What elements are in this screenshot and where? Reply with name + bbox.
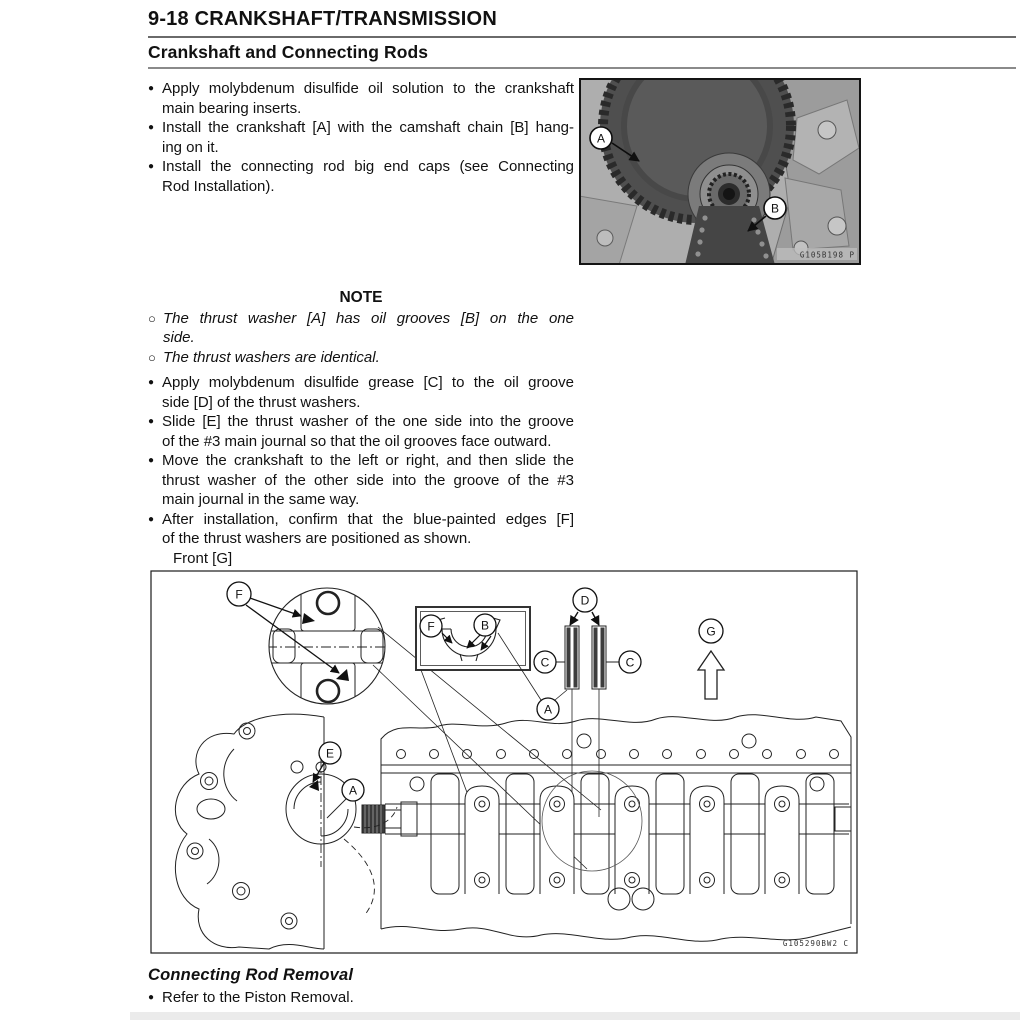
diagram-label-g: G (706, 624, 716, 639)
note-text: side. (163, 329, 195, 346)
note-item (148, 309, 574, 348)
page-edge-shadow (130, 1012, 1020, 1020)
list-item (148, 412, 574, 451)
section-rule (148, 67, 1016, 69)
photo-label-a: A (596, 131, 606, 146)
bullet-marker: ● (148, 513, 155, 525)
step-text: of the #3 main journal so that the oil grooves face outward. (162, 432, 552, 450)
bullet-marker: ● (148, 416, 155, 427)
bullet-marker: ● (148, 83, 155, 94)
diagram-label-d: D (580, 593, 590, 608)
step-text: Refer to the Piston Removal. (162, 989, 354, 1006)
step-text: Apply molybdenum disulfide oil solution to the crankshaft (162, 80, 574, 97)
step-text: Install the connecting rod big end caps (see Connecting (162, 158, 574, 175)
diagram-label-a-case: A (348, 783, 358, 798)
diagram-svg (149, 569, 860, 955)
step-text: Slide [E] the thrust washer of the one side into the groove (162, 413, 574, 430)
note-title: NOTE (339, 289, 383, 306)
step-text: ing on it. (162, 138, 219, 156)
page-title: 9-18 CRANKSHAFT/TRANSMISSION (148, 8, 497, 30)
bullet-marker: ● (148, 122, 155, 133)
step-text: Apply molybdenum disulfide grease [C] to the oil groove (162, 374, 574, 391)
step-text: After installation, confirm that the blue-painted edges [F] (162, 510, 574, 528)
list-item (148, 157, 574, 196)
note-text: The thrust washer [A] has oil grooves [B] on the one (163, 309, 574, 327)
diagram-label-a: A (543, 702, 553, 717)
step-text: Install the crankshaft [A] with the camshaft chain [B] hang- (162, 119, 574, 136)
step-text: Rod Installation). (162, 177, 275, 195)
diagram-label-b-inset: B (480, 618, 490, 633)
header-rule (148, 36, 1016, 38)
bullet-marker: ● (148, 992, 155, 1003)
section-title: Crankshaft and Connecting Rods (148, 42, 429, 62)
list-item (148, 79, 574, 118)
list-item (148, 510, 574, 549)
footer-section (148, 966, 578, 1008)
list-item (148, 988, 574, 1008)
list-item (148, 118, 574, 157)
bolt-hole (828, 217, 846, 235)
crankshaft-photo (579, 78, 861, 270)
step-text: of the thrust washers are positioned as shown. (162, 530, 472, 547)
step-text: main bearing inserts. (162, 99, 302, 117)
front-label: Front [G] (173, 549, 233, 567)
bullet-marker: ● (148, 161, 155, 172)
thrust-washer-diagram (149, 569, 860, 960)
bullet-marker: ● (148, 377, 155, 388)
photo-label-b: B (770, 201, 780, 216)
bolt-hole (597, 230, 613, 246)
step-text: side [D] of the thrust washers. (162, 393, 361, 411)
diagram-label-c-right: C (625, 655, 635, 670)
note-item (148, 348, 574, 368)
page-header (148, 8, 1016, 69)
circle-bullet-marker: ○ (148, 310, 156, 326)
diagram-label-f: F (235, 587, 243, 602)
diagram-label-f-inset: F (427, 619, 435, 634)
list-item (148, 451, 574, 510)
step-text: main journal in the same way. (162, 491, 360, 508)
note-block (148, 288, 574, 367)
subsection-heading: Connecting Rod Removal (148, 966, 354, 984)
note-text: The thrust washers are identical. (163, 348, 380, 366)
list-item (148, 373, 574, 412)
step-text: thrust washer of the other side into the groove of the #3 (162, 471, 574, 489)
install-steps (148, 79, 574, 196)
circle-bullet-marker: ○ (148, 349, 156, 365)
crankshaft-photo-svg (579, 78, 861, 265)
diagram-label-e: E (325, 746, 335, 761)
photo-code: G105B198 P (799, 250, 855, 260)
bullet-marker: ● (148, 455, 155, 466)
thrust-washer-steps (148, 373, 574, 568)
step-text: Move the crankshaft to the left or right, and then slide the (162, 452, 574, 469)
diagram-code: G105290BW2 C (782, 939, 849, 948)
diagram-label-c-left: C (540, 655, 550, 670)
bolt-hole (818, 121, 836, 139)
